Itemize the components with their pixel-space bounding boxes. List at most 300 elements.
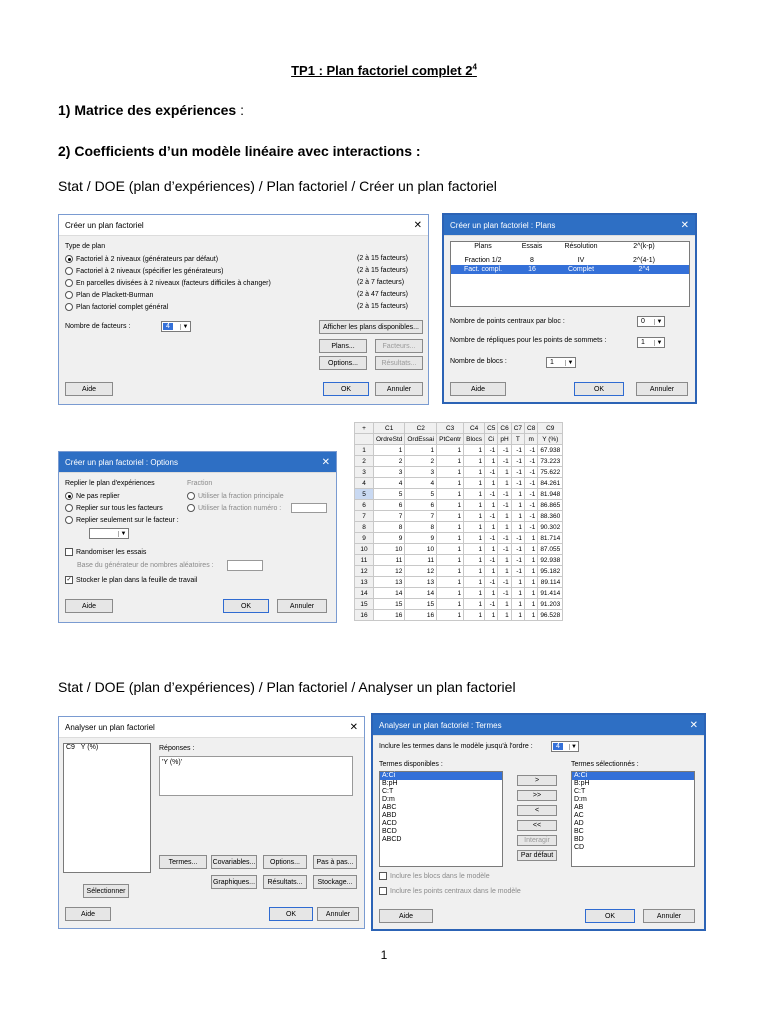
row-header[interactable]: 4 — [355, 478, 374, 489]
close-icon[interactable]: ✕ — [321, 456, 330, 468]
plans-table-row-selected[interactable]: Fact. compl. 16 Complet 2^4 — [451, 265, 689, 274]
list-item[interactable]: B:pH — [382, 780, 398, 787]
worksheet-column-ids — [355, 423, 563, 434]
table-cell[interactable]: 1 — [525, 577, 538, 588]
table-row — [355, 555, 563, 566]
table-cell[interactable]: 1 — [464, 599, 485, 610]
table-cell[interactable]: 1 — [485, 544, 498, 555]
row-header[interactable]: 15 — [355, 599, 374, 610]
list-item[interactable]: BD — [574, 836, 584, 843]
row-header[interactable]: 11 — [355, 555, 374, 566]
cancel-button[interactable]: Annuler — [643, 909, 695, 923]
design-type-label: Type de plan — [65, 243, 106, 250]
help-button[interactable]: Aide — [65, 382, 113, 396]
table-cell[interactable]: 1 — [437, 489, 464, 500]
list-item[interactable]: B:pH — [574, 780, 590, 787]
table-cell[interactable]: 6 — [405, 500, 437, 511]
column-id[interactable]: C5 — [485, 423, 498, 434]
table-cell[interactable]: 81.714 — [538, 533, 563, 544]
table-cell[interactable]: 1 — [511, 489, 524, 500]
table-cell[interactable]: 73.223 — [538, 456, 563, 467]
radio-icon — [65, 291, 73, 299]
list-item[interactable]: AB — [574, 804, 584, 811]
table-cell[interactable]: 1 — [464, 544, 485, 555]
table-cell[interactable]: 7 — [374, 511, 405, 522]
column-name[interactable]: PtCentr — [437, 434, 464, 445]
table-cell[interactable]: 1 — [464, 588, 485, 599]
table-cell[interactable]: -1 — [525, 467, 538, 478]
table-cell[interactable]: 1 — [498, 467, 511, 478]
table-cell[interactable]: -1 — [511, 467, 524, 478]
column-id[interactable]: C9 — [538, 423, 563, 434]
table-cell[interactable]: -1 — [525, 456, 538, 467]
options-button[interactable]: Options... — [319, 356, 367, 370]
design-range-1: (2 à 15 facteurs) — [357, 255, 408, 262]
fold-option-factor[interactable]: Replier seulement sur le facteur : — [65, 516, 179, 524]
available-terms-list[interactable] — [379, 771, 503, 867]
table-cell[interactable]: 1 — [511, 511, 524, 522]
covariates-button[interactable]: Covariables... — [211, 855, 257, 869]
table-cell[interactable]: 1 — [464, 522, 485, 533]
table-cell[interactable]: -1 — [511, 544, 524, 555]
row-header[interactable]: 6 — [355, 500, 374, 511]
list-item[interactable]: A:Ci — [572, 772, 694, 780]
table-cell[interactable]: -1 — [498, 577, 511, 588]
table-cell[interactable]: -1 — [511, 555, 524, 566]
cancel-button[interactable]: Annuler — [636, 382, 688, 396]
radio-icon — [65, 267, 73, 275]
table-cell[interactable]: 1 — [485, 610, 498, 621]
list-item[interactable]: D:m — [574, 796, 587, 803]
design-option-1[interactable]: Factoriel à 2 niveaux (générateurs par défaut) — [65, 255, 218, 263]
table-cell[interactable]: 2 — [405, 456, 437, 467]
table-cell[interactable]: 1 — [525, 555, 538, 566]
list-item[interactable]: ABC — [382, 804, 397, 811]
blocks-select[interactable]: 1 ▼ — [546, 357, 576, 368]
default-button[interactable]: Par défaut — [517, 850, 557, 861]
row-header[interactable]: 12 — [355, 566, 374, 577]
plans-button[interactable]: Plans... — [319, 339, 367, 353]
table-row — [355, 467, 563, 478]
include-blocks-checkbox[interactable]: Inclure les blocs dans le modèle — [379, 872, 490, 880]
fraction-option-number[interactable]: Utiliser la fraction numéro : — [187, 504, 281, 512]
table-cell[interactable]: 13 — [405, 577, 437, 588]
table-row — [355, 533, 563, 544]
column-name[interactable]: Blocs — [464, 434, 485, 445]
table-cell[interactable]: 89.114 — [538, 577, 563, 588]
table-cell[interactable]: 1 — [498, 599, 511, 610]
table-cell[interactable]: -1 — [511, 478, 524, 489]
selected-terms-list[interactable] — [571, 771, 695, 867]
table-cell[interactable]: 1 — [464, 533, 485, 544]
show-designs-button[interactable]: Afficher les plans disponibles... — [319, 320, 423, 334]
column-name[interactable]: OrdEssai — [405, 434, 437, 445]
table-cell[interactable]: 1 — [464, 478, 485, 489]
options-button[interactable]: Options... — [263, 855, 307, 869]
column-name[interactable]: OrdreStd — [374, 434, 405, 445]
table-cell[interactable]: 1 — [511, 610, 524, 621]
row-header[interactable]: 7 — [355, 511, 374, 522]
select-button[interactable]: Sélectionner — [83, 884, 129, 898]
include-order-label: Inclure les termes dans le modèle jusqu'à l'ordre : — [379, 743, 533, 750]
table-cell[interactable]: 9 — [374, 533, 405, 544]
column-id[interactable]: C3 — [437, 423, 464, 434]
table-cell[interactable]: 16 — [405, 610, 437, 621]
table-cell[interactable]: 1 — [498, 511, 511, 522]
row-header[interactable]: 5 — [355, 489, 374, 500]
radio-icon — [65, 303, 73, 311]
table-cell[interactable]: 92.938 — [538, 555, 563, 566]
table-cell[interactable]: 8 — [374, 522, 405, 533]
table-cell[interactable]: 1 — [464, 489, 485, 500]
table-cell[interactable]: 14 — [374, 588, 405, 599]
table-cell[interactable]: 1 — [511, 599, 524, 610]
table-cell[interactable]: 1 — [437, 544, 464, 555]
center-points-label: Nombre de points centraux par bloc : — [450, 318, 565, 325]
table-cell[interactable]: 1 — [437, 456, 464, 467]
table-cell[interactable]: 10 — [405, 544, 437, 555]
list-item[interactable]: ABD — [382, 812, 397, 819]
table-cell[interactable]: 1 — [437, 555, 464, 566]
table-cell[interactable]: 1 — [437, 511, 464, 522]
results-button[interactable]: Résultats... — [375, 356, 423, 370]
design-option-2[interactable]: Factoriel à 2 niveaux (spécifier les générateurs) — [65, 267, 223, 275]
table-cell[interactable]: 1 — [437, 610, 464, 621]
table-cell[interactable]: -1 — [511, 533, 524, 544]
chevron-down-icon: ▼ — [569, 744, 578, 750]
table-cell[interactable]: 11 — [405, 555, 437, 566]
table-cell[interactable]: 1 — [511, 588, 524, 599]
stepwise-button[interactable]: Pas à pas... — [313, 855, 357, 869]
table-cell[interactable]: 1 — [485, 478, 498, 489]
ok-button[interactable]: OK — [323, 382, 369, 396]
table-cell[interactable]: 1 — [498, 555, 511, 566]
table-cell[interactable]: 1 — [437, 599, 464, 610]
close-icon[interactable]: ✕ — [413, 219, 422, 231]
table-cell[interactable]: 7 — [405, 511, 437, 522]
radio-selected-icon — [65, 255, 73, 263]
plans-table-row[interactable]: Fraction 1/2 8 IV 2^(4-1) — [464, 257, 655, 264]
table-cell[interactable]: 1 — [525, 588, 538, 599]
blocks-label: Nombre de blocs : — [450, 358, 507, 365]
row-header[interactable]: 10 — [355, 544, 374, 555]
table-cell[interactable]: 95.182 — [538, 566, 563, 577]
ok-button[interactable]: OK — [269, 907, 313, 921]
table-cell[interactable]: 1 — [525, 599, 538, 610]
factors-count-label: Nombre de facteurs : — [65, 323, 131, 330]
design-option-5[interactable]: Plan factoriel complet général — [65, 303, 168, 311]
column-id[interactable]: C8 — [525, 423, 538, 434]
table-cell[interactable]: 91.203 — [538, 599, 563, 610]
table-cell[interactable]: 5 — [405, 489, 437, 500]
worksheet-grid[interactable] — [354, 422, 563, 621]
options-dialog — [58, 451, 337, 623]
table-cell[interactable]: 1 — [464, 511, 485, 522]
list-item[interactable]: CD — [574, 844, 585, 851]
close-icon[interactable]: ✕ — [689, 719, 698, 731]
column-id[interactable]: C6 — [498, 423, 511, 434]
seed-input[interactable] — [227, 560, 263, 571]
close-icon[interactable]: ✕ — [680, 219, 689, 231]
table-cell[interactable]: 13 — [374, 577, 405, 588]
fold-label: Replier le plan d'expériences — [65, 480, 155, 487]
results-button[interactable]: Résultats... — [263, 875, 307, 889]
table-cell[interactable]: 1 — [437, 588, 464, 599]
row-header[interactable]: 16 — [355, 610, 374, 621]
factors-button[interactable]: Facteurs... — [375, 339, 423, 353]
list-item[interactable]: BC — [574, 828, 584, 835]
table-cell[interactable]: -1 — [485, 577, 498, 588]
table-cell[interactable]: 1 — [464, 566, 485, 577]
table-cell[interactable]: 81.948 — [538, 489, 563, 500]
selected-terms-label: Termes sélectionnés : — [571, 761, 639, 768]
plans-dialog — [442, 213, 697, 404]
radio-icon — [187, 504, 195, 512]
table-cell[interactable]: 91.414 — [538, 588, 563, 599]
table-cell[interactable]: 5 — [374, 489, 405, 500]
table-cell[interactable]: 90.302 — [538, 522, 563, 533]
table-cell[interactable]: 1 — [525, 544, 538, 555]
row-header[interactable]: 9 — [355, 533, 374, 544]
table-cell[interactable]: 1 — [511, 577, 524, 588]
checkbox-icon — [65, 548, 73, 556]
list-item[interactable]: C:T — [382, 788, 394, 795]
table-cell[interactable]: 1 — [485, 500, 498, 511]
table-cell[interactable]: 1 — [485, 456, 498, 467]
close-icon[interactable]: ✕ — [349, 721, 358, 733]
table-cell[interactable]: 12 — [374, 566, 405, 577]
table-cell[interactable]: -1 — [498, 456, 511, 467]
remove-term-button[interactable]: < — [517, 805, 557, 816]
create-factorial-dialog — [58, 214, 429, 405]
table-cell[interactable]: 10 — [374, 544, 405, 555]
ok-button[interactable]: OK — [223, 599, 269, 613]
table-cell[interactable]: -1 — [485, 445, 498, 456]
table-cell[interactable]: 1 — [498, 478, 511, 489]
table-cell[interactable]: -1 — [525, 489, 538, 500]
fold-option-none[interactable]: Ne pas replier — [65, 492, 120, 500]
list-item[interactable]: A:Ci — [380, 772, 502, 780]
radio-icon — [65, 504, 73, 512]
ok-button[interactable]: OK — [585, 909, 635, 923]
table-cell[interactable]: 1 — [498, 610, 511, 621]
column-name[interactable]: pH — [498, 434, 511, 445]
table-cell[interactable]: 96.528 — [538, 610, 563, 621]
center-points-select[interactable]: 0 ▼ — [637, 316, 665, 327]
randomize-checkbox[interactable]: Randomiser les essais — [65, 548, 146, 556]
column-id[interactable]: C2 — [405, 423, 437, 434]
remove-all-terms-button[interactable]: << — [517, 820, 557, 831]
table-cell[interactable]: 1 — [437, 500, 464, 511]
list-item[interactable]: AC — [574, 812, 584, 819]
table-cell[interactable]: 1 — [464, 500, 485, 511]
table-cell[interactable]: 1 — [511, 500, 524, 511]
table-cell[interactable]: 3 — [374, 467, 405, 478]
add-all-terms-button[interactable]: >> — [517, 790, 557, 801]
table-cell[interactable]: -1 — [498, 500, 511, 511]
fold-factor-select[interactable] — [89, 528, 129, 539]
design-option-4[interactable]: Plan de Plackett-Burman — [65, 291, 153, 299]
table-cell[interactable]: 84.261 — [538, 478, 563, 489]
table-cell[interactable]: 9 — [405, 533, 437, 544]
table-cell[interactable]: -1 — [498, 445, 511, 456]
table-cell[interactable]: 1 — [485, 566, 498, 577]
table-cell[interactable]: -1 — [525, 522, 538, 533]
variables-list[interactable] — [63, 743, 151, 873]
fraction-number-input[interactable] — [291, 503, 327, 513]
table-cell[interactable]: 88.360 — [538, 511, 563, 522]
add-term-button[interactable]: > — [517, 775, 557, 786]
table-cell[interactable]: 1 — [437, 522, 464, 533]
table-cell[interactable]: 11 — [374, 555, 405, 566]
table-cell[interactable]: 1 — [464, 577, 485, 588]
store-design-checkbox[interactable]: ✓ Stocker le plan dans la feuille de travail — [66, 576, 198, 584]
cancel-button[interactable]: Annuler — [277, 599, 327, 613]
table-cell[interactable]: -1 — [525, 511, 538, 522]
table-cell[interactable]: -1 — [511, 456, 524, 467]
row-header[interactable]: 14 — [355, 588, 374, 599]
table-cell[interactable]: 1 — [498, 566, 511, 577]
table-cell[interactable]: 1 — [485, 588, 498, 599]
radio-icon — [187, 492, 195, 500]
table-cell[interactable]: 1 — [437, 478, 464, 489]
table-cell[interactable]: 1 — [437, 566, 464, 577]
replicates-select[interactable]: 1 ▼ — [637, 337, 665, 348]
order-select[interactable]: 4 ▼ — [551, 741, 579, 752]
table-cell[interactable]: -1 — [498, 588, 511, 599]
table-cell[interactable]: 15 — [374, 599, 405, 610]
help-button[interactable]: Aide — [65, 599, 113, 613]
table-cell[interactable]: 12 — [405, 566, 437, 577]
table-cell[interactable]: -1 — [525, 445, 538, 456]
table-cell[interactable]: 4 — [374, 478, 405, 489]
list-item[interactable]: BCD — [382, 828, 397, 835]
replicates-label: Nombre de répliques pour les points de sommets : — [450, 337, 607, 344]
terms-button[interactable]: Termes... — [159, 855, 207, 869]
table-cell[interactable]: 1 — [437, 467, 464, 478]
table-cell[interactable]: 15 — [405, 599, 437, 610]
help-button[interactable]: Aide — [379, 909, 433, 923]
column-name[interactable]: Y (%) — [538, 434, 563, 445]
table-cell[interactable]: 8 — [405, 522, 437, 533]
table-cell[interactable]: 3 — [405, 467, 437, 478]
table-cell[interactable]: 1 — [525, 566, 538, 577]
table-cell[interactable]: 1 — [498, 522, 511, 533]
table-cell[interactable]: -1 — [498, 533, 511, 544]
table-cell[interactable]: 1 — [437, 533, 464, 544]
table-cell[interactable]: -1 — [498, 489, 511, 500]
table-cell[interactable]: -1 — [485, 511, 498, 522]
table-cell[interactable]: -1 — [485, 555, 498, 566]
corner-cell — [355, 434, 374, 445]
plans-table[interactable] — [450, 241, 690, 307]
table-cell[interactable]: -1 — [511, 445, 524, 456]
table-cell[interactable]: -1 — [485, 533, 498, 544]
graphs-button[interactable]: Graphiques... — [211, 875, 257, 889]
fold-option-all[interactable]: Replier sur tous les facteurs — [65, 504, 163, 512]
list-item[interactable]: ACD — [382, 820, 397, 827]
table-cell[interactable]: 14 — [405, 588, 437, 599]
row-header[interactable]: 2 — [355, 456, 374, 467]
fraction-label: Fraction — [187, 480, 213, 487]
table-cell[interactable]: 1 — [405, 445, 437, 456]
fraction-option-principal[interactable]: Utiliser la fraction principale — [187, 492, 284, 500]
storage-button[interactable]: Stockage... — [313, 875, 357, 889]
table-cell[interactable]: 1 — [464, 610, 485, 621]
responses-input[interactable]: 'Y (%)' — [159, 756, 353, 796]
table-cell[interactable]: 75.622 — [538, 467, 563, 478]
column-name[interactable]: m — [525, 434, 538, 445]
table-cell[interactable]: 6 — [374, 500, 405, 511]
table-cell[interactable]: -1 — [511, 566, 524, 577]
available-terms-label: Termes disponibles : — [379, 761, 443, 768]
table-cell[interactable]: 1 — [525, 533, 538, 544]
table-cell[interactable]: 2 — [374, 456, 405, 467]
list-item[interactable]: ABCD — [382, 836, 402, 843]
column-name[interactable]: T — [511, 434, 524, 445]
table-cell[interactable]: -1 — [498, 544, 511, 555]
table-cell[interactable]: 1 — [485, 522, 498, 533]
table-cell[interactable]: 86.865 — [538, 500, 563, 511]
table-cell[interactable]: 87.055 — [538, 544, 563, 555]
design-option-3[interactable]: En parcelles divisées à 2 niveaux (facteurs difficiles à changer) — [65, 279, 271, 287]
include-center-checkbox[interactable]: Inclure les points centraux dans le modèle — [379, 887, 521, 895]
table-cell[interactable]: 4 — [405, 478, 437, 489]
table-cell[interactable]: 1 — [525, 610, 538, 621]
ok-button[interactable]: OK — [574, 382, 624, 396]
column-name[interactable]: Ci — [485, 434, 498, 445]
variable-item[interactable]: C9 Y (%) — [66, 744, 99, 751]
cancel-button[interactable]: Annuler — [317, 907, 359, 921]
table-cell[interactable]: -1 — [525, 500, 538, 511]
table-cell[interactable]: -1 — [485, 489, 498, 500]
row-header[interactable]: 13 — [355, 577, 374, 588]
table-cell[interactable]: -1 — [485, 599, 498, 610]
row-header[interactable]: 8 — [355, 522, 374, 533]
table-cell[interactable]: 1 — [464, 456, 485, 467]
row-header[interactable]: 1 — [355, 445, 374, 456]
cancel-button[interactable]: Annuler — [375, 382, 423, 396]
table-cell[interactable]: -1 — [485, 467, 498, 478]
list-item[interactable]: D:m — [382, 796, 395, 803]
table-cell[interactable]: 1 — [437, 577, 464, 588]
row-header[interactable]: 3 — [355, 467, 374, 478]
list-item[interactable]: C:T — [574, 788, 586, 795]
table-cell[interactable]: 1 — [437, 445, 464, 456]
table-cell[interactable]: 16 — [374, 610, 405, 621]
table-cell[interactable]: 1 — [374, 445, 405, 456]
corner-cell: + — [355, 423, 374, 434]
table-cell[interactable]: 1 — [511, 522, 524, 533]
column-id[interactable]: C7 — [511, 423, 524, 434]
list-item[interactable]: AD — [574, 820, 584, 827]
table-row — [355, 599, 563, 610]
table-row — [355, 489, 563, 500]
column-id[interactable]: C1 — [374, 423, 405, 434]
table-cell[interactable]: -1 — [525, 478, 538, 489]
help-button[interactable]: Aide — [65, 907, 111, 921]
column-id[interactable]: C4 — [464, 423, 485, 434]
interact-button[interactable]: Interagir — [517, 835, 557, 846]
help-button[interactable]: Aide — [450, 382, 506, 396]
table-cell[interactable]: 1 — [464, 467, 485, 478]
table-cell[interactable]: 1 — [464, 555, 485, 566]
design-range-3: (2 à 7 facteurs) — [357, 279, 405, 286]
table-cell[interactable]: 67.938 — [538, 445, 563, 456]
dialog-titlebar: Créer un plan factoriel : Plans ✕ — [444, 215, 695, 236]
table-cell[interactable]: 1 — [464, 445, 485, 456]
factors-count-select[interactable]: 4 ▼ — [161, 321, 191, 332]
